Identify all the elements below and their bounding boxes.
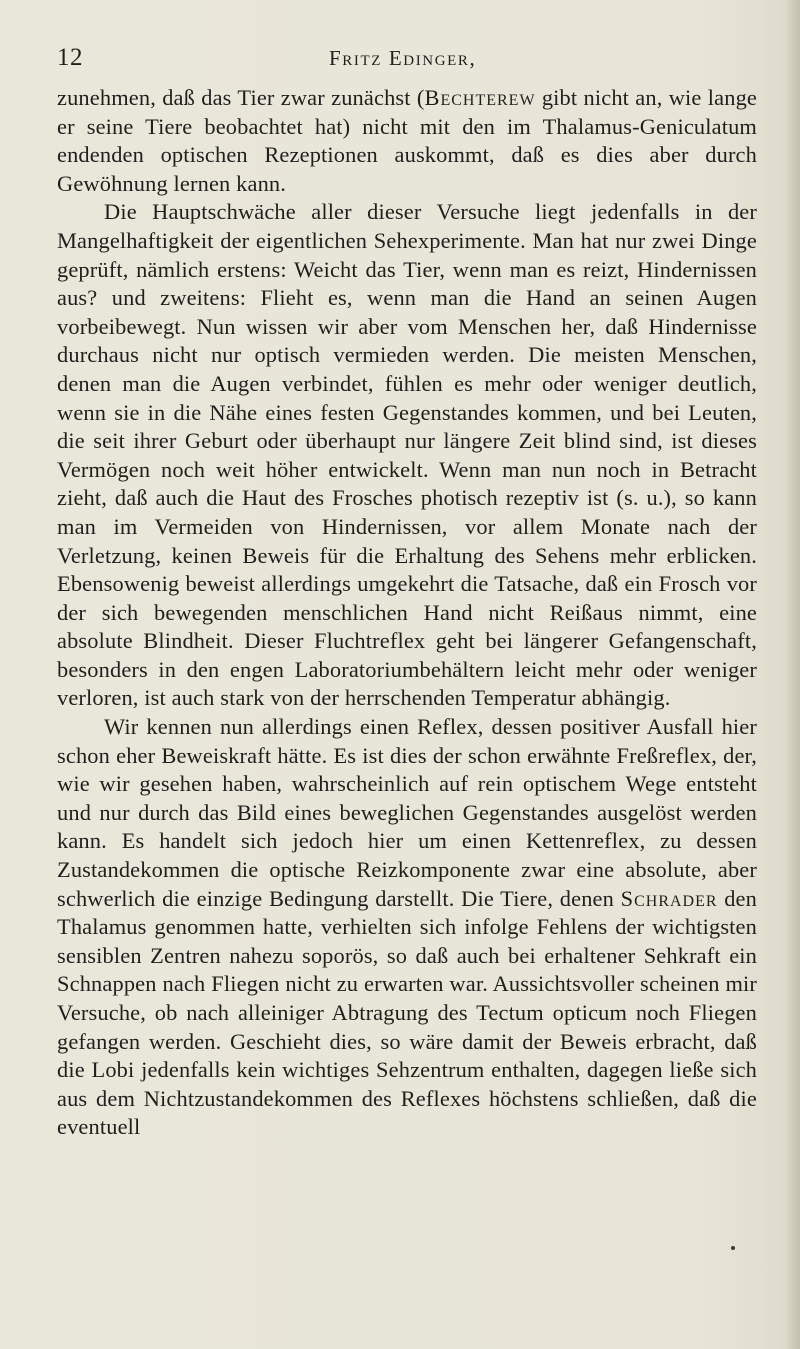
- paragraph-2: Die Hauptschwäche aller dieser Versuche liegt jedenfalls in der Mangelhaftigkeit der eigentlichen Sehexperimente. Man hat nur zwei Dinge geprüft, nämlich erstens: Weicht das Tier, wenn man es reizt, Hindernissen aus? und zweitens: Flieht es, wenn man die Hand an seinen Augen vorbeibewegt. Nun wissen wir aber vom Menschen her, daß Hindernisse durchaus nicht nur optisch vermieden werden. Die meisten Menschen, denen man die Augen verbindet, fühlen es mehr oder weniger deutlich, wenn sie in die Nähe eines festen Gegenstandes kommen, und bei Leuten, die seit ihrer Geburt oder überhaupt nur längere Zeit blind sind, ist dieses Vermögen noch weit höher entwickelt. Wenn man nun noch in Betracht zieht, daß auch die Haut des Frosches photisch rezeptiv ist (s. u.), so kann man im Vermeiden von Hindernissen, vor allem Monate nach der Verletzung, keinen Beweis für die Erhaltung des Sehens mehr erblicken. Ebensowenig beweist allerdings umgekehrt die Tatsache, daß ein Frosch vor der sich bewegenden menschlichen Hand nicht Reißaus nimmt, eine absolute Blindheit. Dieser Fluchtreflex geht bei längerer Gefangenschaft, besonders in den engen Laboratoriumbehältern leicht mehr oder weniger verloren, ist auch stark von der herrschenden Temperatur abhängig.: [57, 199, 757, 711]
- page-edge-shadow: [786, 0, 800, 1349]
- paragraph-1: [57, 84, 757, 198]
- page-header: [57, 44, 757, 74]
- body-text: [57, 84, 757, 1142]
- paragraph-3-part-1: Wir kennen nun allerdings einen Reflex, dessen positiver Ausfall hier schon eher Beweiskraft hätte. Es ist dies der schon erwähnte Freßreflex, der, wie wir gesehen haben, wahrscheinlich auf rein optischem Wege entsteht und nur durch das Bild eines beweglichen Gegenstandes ausgelöst werden kann. Es handelt sich jedoch hier um einen Kettenreflex, zu dessen Zustandekommen die optische Reizkomponente zwar eine absolute, aber schwerlich die einzige Bedingung darstellt. Die Tiere, denen: [57, 714, 757, 911]
- paragraph-3-part-2: den Thalamus genommen hatte, verhielten sich infolge Fehlens der wichtigsten sensiblen Zentren nahezu soporös, so daß auch bei erhaltener Sehkraft ein Schnappen nach Fliegen nicht zu erwarten war. Aussichtsvoller scheinen mir Versuche, ob nach alleiniger Abtragung des Tectum opticum noch Fliegen gefangen werden. Geschieht dies, so wäre damit der Beweis erbracht, daß die Lobi jedenfalls kein wichtiges Sehzentrum enthalten, dagegen ließe sich aus dem Nichtzustandekommen des Reflexes höchstens schließen, daß die eventuell: [57, 885, 757, 1140]
- paragraph-1-part-1: zunehmen, daß das Tier zwar zunächst (: [57, 85, 425, 110]
- paragraph-1-part-2: gibt nicht an, wie lange er seine Tiere beobachtet hat) nicht mit den im Thalamus-Geniculatum endenden optischen Rezeptionen auskommt, daß es dies aber durch Gewöhnung lernen kann.: [57, 85, 758, 196]
- author-name-bechterew: Bechterew: [424, 85, 536, 110]
- running-head: Fritz Edinger,: [329, 46, 477, 70]
- print-speck: [731, 1246, 735, 1250]
- page-number: 12: [57, 44, 83, 71]
- paragraph-3: [57, 713, 757, 1142]
- author-name-schrader: Schrader: [620, 885, 718, 911]
